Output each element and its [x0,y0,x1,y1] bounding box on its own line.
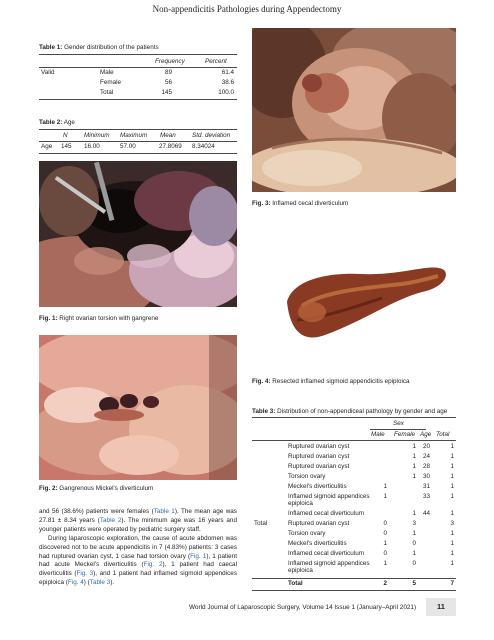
table3-total-female: 5 [412,580,416,587]
body-text-run: ). The mean age was 27.81 ± 8.34 years ( [39,508,237,524]
fig1-photo [39,161,237,307]
table3-total-total: 7 [450,580,454,587]
table2-reference-link[interactable]: Table 2 [99,516,122,524]
table2-row-label: Age [41,143,53,150]
table1-header-rule [39,67,237,68]
table3-sex-rule [370,429,426,430]
table3-row-total: 3 [450,520,454,527]
table1-row-frequency: 89 [164,69,172,76]
table3-row-female: 1 [412,473,416,480]
table3-row-male: 1 [383,560,387,567]
table3-row-total: 1 [450,453,454,460]
body-text-run: ). The minimum age was 16 years and younger patients were operated by pediatric surgery staff. [39,516,237,533]
fig4-photo [252,232,456,366]
fig2-caption [39,485,153,492]
table3-row-male: 1 [383,483,387,490]
table3-sex-header: Sex [393,420,404,427]
table3-header-total: Total [436,431,450,438]
table1-row-percent: 61.4 [221,69,234,76]
table3-row-female: 0 [412,560,416,567]
table3-row-label: Ruptured ovarian cyst [288,520,350,527]
body-text-run: ), 1 patient had caecal diverticulitis ( [39,561,237,578]
running-header: Non-appendicitis Pathologies during Appendectomy [152,4,342,14]
table3-row-age: 30 [422,473,430,480]
table1-caption-label: Table 1: [39,44,63,51]
body-paragraph-2 [39,535,237,588]
table3-row-male: 0 [383,550,387,557]
table3-total-male: 2 [383,580,387,587]
table3-row-label-cont: epiploica [288,567,313,574]
table2-header-mean: Mean [160,132,176,139]
table3-row-age: 31 [422,483,430,490]
page-number: 11 [426,598,456,616]
fig3-reference-link[interactable]: Fig. 3 [76,570,94,578]
table3-row-total: 1 [450,483,454,490]
table3-row-label: Inflamed cecal diverticulum [288,550,364,557]
fig2-photo [39,335,237,480]
table3-row-female: 1 [412,443,416,450]
table3-header-rule [252,440,456,441]
table3-row-total: 1 [450,530,454,537]
table3-row-female: 1 [412,453,416,460]
table3-header-male: Male [371,431,385,438]
table3-caption-label: Table 3: [252,408,276,415]
table1-row-percent: 100.0 [218,89,234,96]
table3-row-age: 28 [422,463,430,470]
table2-row-mean: 27.8069 [159,143,182,150]
table2-row-max: 57.00 [120,143,136,150]
table3-row-male: 1 [383,493,387,500]
table3-row-label: Inflamed cecal diverticulum [288,510,364,517]
table2-caption [39,119,75,126]
table3-row-male: 0 [383,530,387,537]
fig4-caption-text: Resected inflamed sigmoid appendicitis epiploica [270,378,410,385]
table3-row-total: 1 [450,493,454,500]
table1-header-percent: Percent [205,58,227,65]
table3-reference-link[interactable]: Table 3 [89,579,111,587]
fig1-caption [39,315,158,322]
table3-row-total: 1 [450,560,454,567]
body-text-run: ). [110,579,115,587]
table2-caption-text: Age [62,119,75,126]
table3-group-label: Total [254,520,268,527]
fig3-caption-text: Inflamed cecal diverticulum [270,200,349,207]
table3-row-female: 1 [412,530,416,537]
table1-row-frequency: 56 [164,79,172,86]
table3-row-female: 1 [412,463,416,470]
table2-row-sd: 8.34024 [192,143,215,150]
table3-row-age: 20 [422,443,430,450]
table2-header-minimum: Minimum [84,132,110,139]
table1-row-label: Female [100,79,121,86]
fig2-caption-label: Fig. 2: [39,485,58,492]
body-text-run: and 56 (38.6%) patients were females ( [39,508,154,515]
table2-header-n: N [63,132,68,139]
footer-journal: World Journal of Laparoscopic Surgery, Volume 14 Issue 1 (January–April 2021) [189,604,417,611]
table3-row-label: Torsion ovary [288,473,326,480]
table3-row-label: Meckel's diverticulitis [288,483,347,490]
table1-group-label: Valid [41,69,55,76]
table3-row-female: 1 [412,550,416,557]
table3-header-female: Female [394,431,415,438]
table3-row-total: 1 [450,550,454,557]
table3-total-rule [252,578,456,579]
table1-bottom-rule [39,99,237,100]
body-text-run: ), 1 patient had acute Meckel's diverticulitis ( [39,552,237,569]
table3-row-female: 3 [412,520,416,527]
body-paragraph-1 [39,508,237,535]
fig4-caption-label: Fig. 4: [252,378,271,385]
table1-top-rule [39,54,237,55]
fig4-reference-link[interactable]: Fig. 4 [67,579,84,587]
body-text [39,508,237,588]
table1-row-label: Total [100,89,114,96]
table3-row-male: 0 [383,520,387,527]
table3-row-total: 1 [450,443,454,450]
body-text-run: ) ( [83,579,90,587]
fig2-caption-text: Gangrenous Mickel's diverticulum [57,485,154,492]
table3-row-total: 1 [450,510,454,517]
fig4-caption [252,378,410,385]
fig3-photo [252,28,456,192]
table1-header-frequency: Frequency [155,58,185,65]
fig1-caption-label: Fig. 1: [39,315,58,322]
body-text-run: ), and 1 patient had inflamed sigmoid appendices epiploica ( [39,570,237,587]
body-text-run: During laparoscopic exploration, the cause of acute abdomen was discovered not to be acute appendicitis in 7 (4.83%) patients: 3 cases had ruptured ovarian cyst, 1 case had torsion ovary ( [39,534,237,560]
table3-row-female: 1 [412,510,416,517]
table3-row-male: 1 [383,540,387,547]
table1-row-frequency: 145 [161,89,172,96]
table3-row-label: Ruptured ovarian cyst [288,463,350,470]
table3-bottom-rule [252,590,456,591]
table3-header-age: Age [420,431,432,438]
table3-row-label: Meckel's diverticulitis [288,540,347,547]
table2-row-min: 16.00 [84,143,100,150]
table1-caption [39,44,159,51]
table2-header-sd: Std. deviation [192,132,231,139]
table3-row-age: 44 [422,510,430,517]
table2-row-n: 145 [61,143,72,150]
table3-row-female: 0 [412,540,416,547]
table3-row-label-cont: epiploica [288,500,313,507]
table3-row-label: Ruptured ovarian cyst [288,453,350,460]
fig1-reference-link[interactable]: Fig. 1 [190,552,207,560]
table1-row-percent: 38.6 [221,79,234,86]
table3-row-age: 33 [422,493,430,500]
fig1-caption-text: Right ovarian torsion with gangrene [57,315,159,322]
table3-row-label: Inflamed sigmoid appendices [288,493,370,500]
table1-row-label: Male [100,69,114,76]
table1-caption-text: Gender distribution of the patients [62,44,159,51]
table3-top-rule [252,417,456,418]
fig3-caption [252,200,348,207]
table3-row-label: Inflamed sigmoid appendices [288,560,370,567]
table2-top-rule [39,129,237,130]
table3-row-age: 24 [422,453,430,460]
table2-bottom-rule [39,153,237,154]
fig2-reference-link[interactable]: Fig. 2 [143,561,163,569]
table3-row-label: Torsion ovary [288,530,326,537]
table3-total-label: Total [288,580,303,587]
table2-header-maximum: Maximum [120,132,148,139]
fig3-caption-label: Fig. 3: [252,200,271,207]
table2-header-rule [39,141,237,142]
table3-row-total: 1 [450,540,454,547]
table1-reference-link[interactable]: Table 1 [153,508,175,515]
table3-row-label: Ruptured ovarian cyst [288,443,350,450]
table3-caption [252,408,447,415]
table3-row-total: 1 [450,473,454,480]
table3-row-total: 1 [450,463,454,470]
table2-caption-label: Table 2: [39,119,63,126]
table3-caption-text: Distribution of non-appendiceal pathology by gender and age [275,408,448,415]
